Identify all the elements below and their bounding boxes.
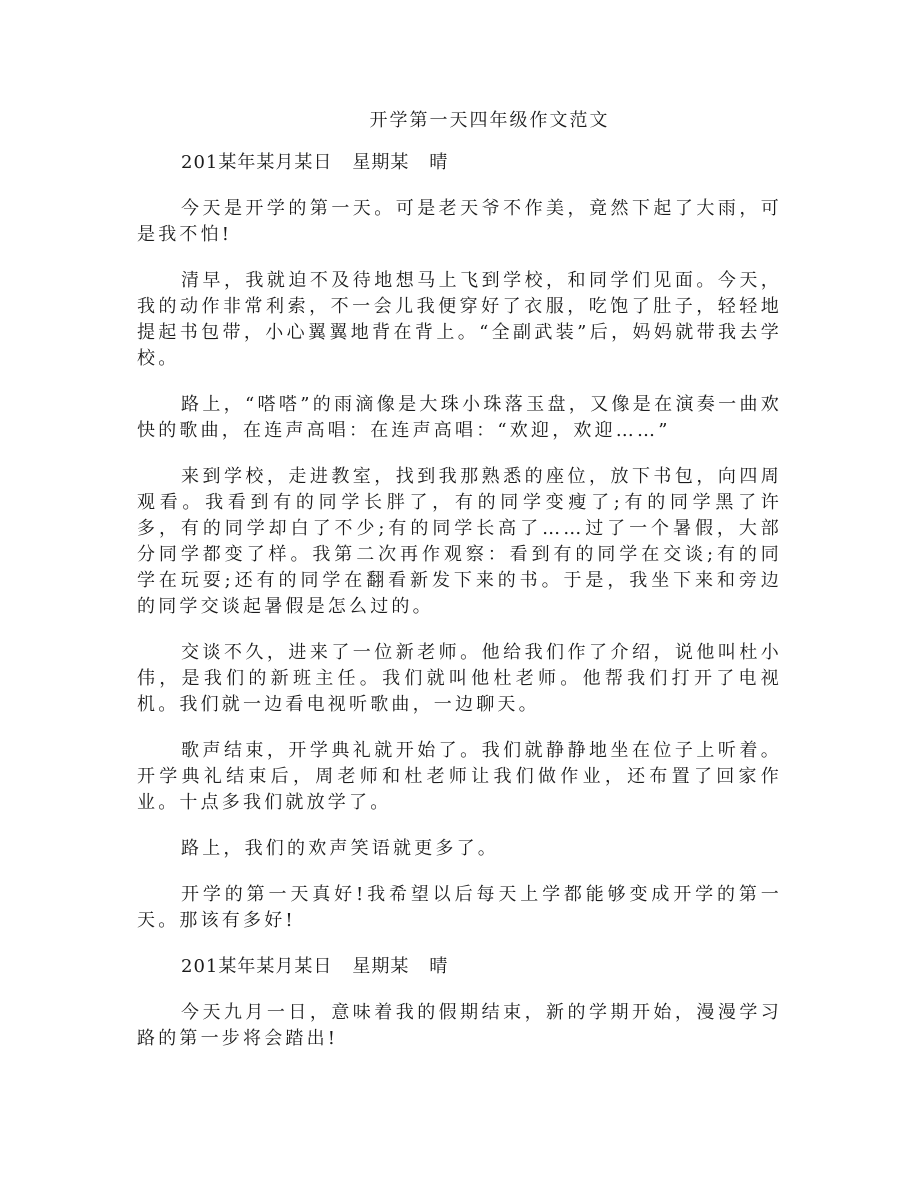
- document-page: [137, 108, 782, 1072]
- paragraph: 清早，我就迫不及待地想马上飞到学校，和同学们见面。今天，我的动作非常利索，不一会儿我便穿好了衣服，吃饱了肚子，轻轻地提起书包带，小心翼翼地背在背上。“全副武装”后，妈妈就带我去学校。: [137, 270, 782, 369]
- paragraph: 路上，“嗒嗒”的雨滴像是大珠小珠落玉盘，又像是在演奏一曲欢快的歌曲，在连声高唱：在连声高唱：“欢迎，欢迎……”: [137, 394, 782, 441]
- paragraph: 歌声结束，开学典礼就开始了。我们就静静地坐在位子上听着。开学典礼结束后，周老师和杜老师让我们做作业，还布置了回家作业。十点多我们就放学了。: [137, 740, 782, 813]
- paragraph: 交谈不久，进来了一位新老师。他给我们作了介绍，说他叫杜小伟，是我们的新班主任。我们就叫他杜老师。他帮我们打开了电视机。我们就一边看电视听歌曲，一边聊天。: [137, 642, 782, 715]
- date-text: 201某年某月某日: [181, 152, 333, 173]
- paragraph: 路上，我们的欢声笑语就更多了。: [181, 838, 499, 859]
- date-text: 201某年某月某日: [181, 956, 333, 977]
- paragraph: 今天九月一日，意味着我的假期结束，新的学期开始，漫漫学习路的第一步将会踏出!: [137, 1002, 782, 1049]
- paragraph: 今天是开学的第一天。可是老天爷不作美，竟然下起了大雨，可是我不怕!: [137, 198, 782, 245]
- weekday-text: 星期某: [352, 152, 410, 173]
- weather-text: 晴: [429, 152, 449, 173]
- dateline: [137, 954, 782, 980]
- paragraph: 开学的第一天真好!我希望以后每天上学都能够变成开学的第一天。那该有多好!: [137, 884, 782, 931]
- weather-text: 晴: [429, 956, 449, 977]
- dateline: [137, 150, 782, 176]
- weekday-text: 星期某: [352, 956, 410, 977]
- document-title: 开学第一天四年级作文范文: [369, 110, 610, 131]
- paragraph: 来到学校，走进教室，找到我那熟悉的座位，放下书包，向四周观看。我看到有的同学长胖了，有的同学变瘦了;有的同学黑了许多，有的同学却白了不少;有的同学长高了……过了一个暑假，大部分同学都变了样。我第二次再作观察：看到有的同学在交谈;有的同学在玩耍;还有的同学在翻看新发下来的书。于是，我坐下来和旁边的同学交谈起暑假是怎么过的。: [137, 466, 782, 617]
